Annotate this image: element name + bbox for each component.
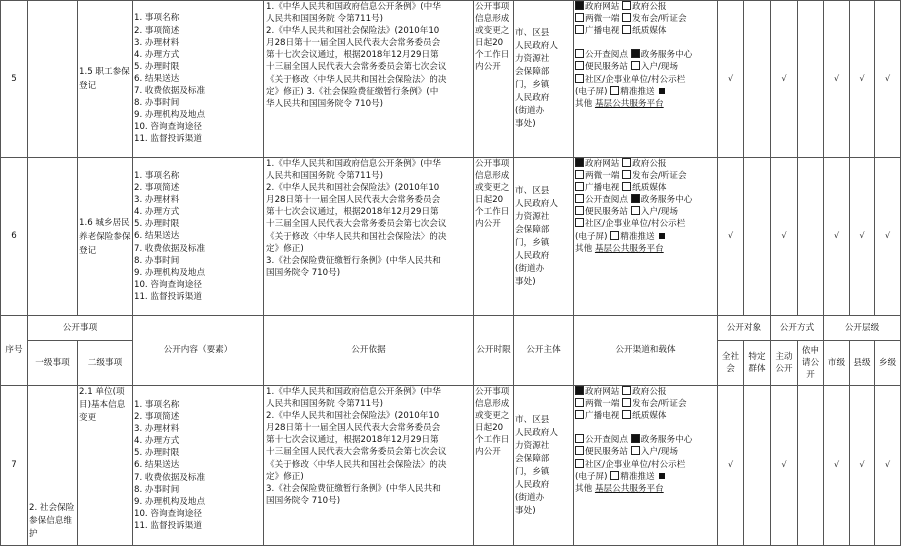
- checkbox-icon: [575, 61, 584, 70]
- time-line: 内公开: [475, 447, 501, 458]
- target-specific-check: [744, 1, 771, 158]
- subject-line: 会保障部: [515, 224, 550, 235]
- channel-label: 两微一端: [585, 14, 620, 25]
- basis-line: 国国务院令 710号): [266, 495, 341, 506]
- subject-line: 门，乡镇: [515, 466, 550, 477]
- list-item: 11. 监督投诉渠道: [134, 134, 202, 145]
- channel-label: 便民服务站: [585, 447, 628, 458]
- basis-cell: [264, 386, 474, 546]
- checkbox-icon: [575, 13, 584, 22]
- table-row: [1, 158, 901, 316]
- channel-label: 入户/现场: [640, 62, 678, 73]
- checkbox-icon: [622, 410, 631, 419]
- basis-line: 华人民共和国国务院令 710号): [266, 98, 384, 109]
- channel-label: 精准推送: [620, 231, 655, 242]
- channel-label: 两微一端: [585, 399, 620, 410]
- method-apply-check: [798, 158, 824, 316]
- channel-label: 发布会/听证会: [632, 171, 687, 182]
- time-line: 公开事项: [475, 387, 510, 397]
- subject-line: 市、区县: [515, 414, 550, 425]
- list-item: 1. 事项名称: [134, 399, 180, 410]
- channel-label: 公开查阅点: [585, 435, 628, 446]
- level-city-check: √: [824, 158, 850, 316]
- channel-label: 其他: [575, 243, 593, 254]
- level1-cell: 2. 社会保险参保信息维护: [28, 386, 78, 546]
- subject-line: 人民政府: [515, 479, 550, 490]
- basis-line: 月28日第十一届全国人民代表大会常务委员会: [266, 423, 441, 434]
- time-line: 日起20: [475, 423, 504, 434]
- basis-line: 人民共和国国务院 令第711号): [266, 171, 384, 182]
- basis-line: 定》修正) 3.《社会保险费征缴暂行条例》(中: [266, 86, 439, 97]
- list-item: 6. 结果送达: [134, 231, 180, 242]
- target-specific-check: [744, 158, 771, 316]
- header-level-town: 乡级: [875, 341, 901, 386]
- header-subject: 公开主体: [514, 316, 574, 386]
- channel-label: 公开查阅点: [585, 50, 628, 61]
- subject-line: 人民政府人: [515, 41, 558, 51]
- list-item: 9. 办理机构及地点: [134, 267, 206, 278]
- method-active-check: √: [771, 386, 798, 546]
- list-item: 1. 事项名称: [134, 13, 180, 24]
- row-seq: 6: [1, 158, 28, 316]
- content-list: [133, 158, 264, 316]
- basis-line: 1.《中华人民共和国政府信息公开条例》(中华: [266, 2, 441, 12]
- target-all-check: √: [718, 1, 744, 158]
- time-line: 个工作日: [475, 207, 510, 218]
- time-line: 公开事项: [475, 2, 510, 12]
- subject-line: 人民政府人: [515, 427, 558, 438]
- time-line: 个工作日: [475, 50, 510, 61]
- list-item: 7. 收费依据及标准: [134, 243, 206, 254]
- channel-label: 纸质媒体: [632, 411, 667, 422]
- subject-line: 事处): [515, 505, 536, 516]
- table-row: [1, 1, 901, 158]
- checkbox-icon: [575, 194, 584, 203]
- time-cell: [474, 386, 514, 546]
- header-seq: 序号: [1, 316, 28, 386]
- channel-label: 纸质媒体: [632, 183, 667, 194]
- checkbox-icon: [575, 170, 584, 179]
- channel-label: 入户/现场: [640, 447, 678, 458]
- subject-line: 会保障部: [515, 453, 550, 464]
- checkbox-icon: [575, 410, 584, 419]
- list-item: 7. 收费依据及标准: [134, 86, 206, 97]
- header-level2: 二级事项: [78, 341, 133, 386]
- checkbox-icon: [575, 398, 584, 407]
- basis-line: 《关于修改〈中华人民共和国社会保险法〉的决: [266, 231, 447, 242]
- channel-label: 社区/企事业单位/村公示栏: [585, 74, 686, 85]
- list-item: 8. 办事时间: [134, 98, 180, 109]
- checkbox-icon: [575, 459, 584, 468]
- header-target: 公开对象: [718, 316, 771, 341]
- basis-line: 月28日第十一届全国人民代表大会常务委员会: [266, 38, 441, 49]
- list-item: 6. 结果送达: [134, 460, 180, 471]
- time-line: 公开事项: [475, 159, 510, 169]
- subject-cell: [514, 158, 574, 316]
- checkbox-icon: [631, 206, 640, 215]
- channel-label: 政务服务中心: [640, 435, 693, 446]
- basis-line: 第十七次会议通过，根据2018年12月29日第: [266, 435, 439, 446]
- filled-square-icon: [659, 88, 665, 94]
- basis-line: 十三届全国人民代表大会常务委员会第七次会议: [266, 219, 447, 230]
- time-line: 或变更之: [475, 26, 510, 37]
- header-matters: 公开事项: [28, 316, 133, 341]
- channel-label: (电子屏): [575, 471, 608, 482]
- method-apply-check: [798, 1, 824, 158]
- subject-line: 人民政府: [515, 250, 550, 261]
- target-specific-check: [744, 386, 771, 546]
- checkbox-icon: [622, 25, 631, 34]
- level2-cell: 1.5 职工参保登记: [78, 1, 133, 158]
- checkbox-icon: [622, 182, 631, 191]
- time-cell: [474, 158, 514, 316]
- subject-line: 力资源社: [515, 211, 550, 222]
- basis-line: 2.《中华人民共和国社会保险法》(2010年10: [266, 411, 440, 422]
- subject-line: 力资源社: [515, 54, 550, 64]
- level-county-check: √: [850, 1, 875, 158]
- checked-box-icon: [631, 194, 640, 203]
- channel-label: 政务服务中心: [640, 195, 693, 206]
- time-line: 内公开: [475, 62, 501, 73]
- time-cell: [474, 1, 514, 158]
- level-city-check: √: [824, 1, 850, 158]
- level-city-check: √: [824, 386, 850, 546]
- header-content: 公开内容（要素）: [133, 316, 264, 386]
- method-apply-check: [798, 386, 824, 546]
- basis-cell: [264, 158, 474, 316]
- channel-label: (电子屏): [575, 231, 608, 242]
- channel-label: 社区/企事业单位/村公示栏: [585, 459, 686, 470]
- filled-square-icon: [659, 473, 665, 479]
- list-item: 7. 收费依据及标准: [134, 472, 206, 483]
- level-county-check: √: [850, 158, 875, 316]
- list-item: 10. 咨询查询途径: [134, 279, 202, 290]
- header-channel: 公开渠道和载体: [574, 316, 718, 386]
- list-item: 4. 办理方式: [134, 207, 180, 218]
- list-item: 4. 办理方式: [134, 49, 180, 60]
- list-item: 11. 监督投诉渠道: [134, 291, 202, 302]
- checkbox-icon: [575, 182, 584, 191]
- checked-box-icon: [575, 386, 584, 395]
- list-item: 1. 事项名称: [134, 170, 180, 181]
- list-item: 5. 办理时限: [134, 448, 180, 459]
- subject-cell: [514, 1, 574, 158]
- channel-label: 便民服务站: [585, 207, 628, 218]
- list-item: 9. 办理机构及地点: [134, 496, 206, 507]
- channel-label: 政府公报: [632, 387, 667, 397]
- channel-label: 政务服务中心: [640, 50, 693, 61]
- time-line: 个工作日: [475, 435, 510, 446]
- channel-label: 便民服务站: [585, 62, 628, 73]
- checked-box-icon: [575, 1, 584, 10]
- checkbox-icon: [575, 434, 584, 443]
- list-item: 6. 结果送达: [134, 73, 180, 84]
- subject-line: 人民政府人: [515, 198, 558, 209]
- checkbox-icon: [575, 446, 584, 455]
- level2-cell: 2.1 单位(项目)基本信息变更: [78, 386, 133, 546]
- basis-line: 2.《中华人民共和国社会保险法》(2010年10: [266, 26, 440, 37]
- checkbox-icon: [622, 158, 631, 167]
- time-line: 内公开: [475, 219, 501, 230]
- subject-line: 事处): [515, 119, 536, 129]
- basis-line: 定》修正): [266, 471, 304, 482]
- basis-line: 十三届全国人民代表大会常务委员会第七次会议: [266, 62, 447, 73]
- basis-line: 1.《中华人民共和国政府信息公开条例》(中华: [266, 159, 441, 169]
- list-item: 8. 办事时间: [134, 255, 180, 266]
- list-item: 10. 咨询查询途径: [134, 122, 202, 133]
- target-all-check: √: [718, 386, 744, 546]
- channel-label: 政府网站: [585, 159, 620, 169]
- channel-label: 政府公报: [632, 2, 667, 12]
- list-item: 9. 办理机构及地点: [134, 110, 206, 121]
- level-town-check: √: [875, 386, 901, 546]
- subject-cell: [514, 386, 574, 546]
- header-method: 公开方式: [771, 316, 824, 341]
- channel-label: 入户/现场: [640, 207, 678, 218]
- checkbox-icon: [622, 1, 631, 10]
- channel-label: 精准推送: [620, 86, 655, 97]
- subject-line: 门，乡镇: [515, 237, 550, 248]
- subject-line: 事处): [515, 276, 536, 287]
- level1-cell: [28, 1, 78, 158]
- channel-cell: [574, 1, 718, 158]
- channel-label: 发布会/听证会: [632, 399, 687, 410]
- subject-line: 门，乡镇: [515, 80, 550, 90]
- channel-label: 公开查阅点: [585, 195, 628, 206]
- checkbox-icon: [622, 398, 631, 407]
- checkbox-icon: [622, 386, 631, 395]
- filled-square-icon: [659, 233, 665, 239]
- time-line: 信息形成: [475, 14, 510, 25]
- channel-label: 纸质媒体: [632, 26, 667, 37]
- method-active-check: √: [771, 158, 798, 316]
- checkbox-icon: [610, 231, 619, 240]
- checkbox-icon: [610, 471, 619, 480]
- basis-line: 定》修正): [266, 243, 304, 254]
- channel-cell: [574, 386, 718, 546]
- channel-label: 基层公共服务平台: [594, 243, 664, 254]
- list-item: 3. 办理材料: [134, 195, 180, 206]
- subject-line: 市、区县: [515, 28, 550, 38]
- basis-line: 3.《社会保险费征缴暂行条例》(中华人民共和: [266, 483, 441, 494]
- basis-line: 第十七次会议通过，根据2018年12月29日第: [266, 50, 439, 61]
- basis-line: 《关于修改〈中华人民共和国社会保险法〉的决: [266, 74, 447, 85]
- subject-line: (街道办: [515, 263, 545, 274]
- basis-line: 人民共和国国务院 令第711号): [266, 14, 384, 25]
- channel-label: 政府网站: [585, 387, 620, 397]
- channel-label: 两微一端: [585, 171, 620, 182]
- level2-cell: 1.6 城乡居民养老保险参保登记: [78, 158, 133, 316]
- header-time: 公开时限: [474, 316, 514, 386]
- list-item: 2. 事项简述: [134, 412, 180, 423]
- list-item: 11. 监督投诉渠道: [134, 520, 202, 531]
- checkbox-icon: [622, 13, 631, 22]
- subject-line: (街道办: [515, 106, 545, 116]
- subject-line: 市、区县: [515, 185, 550, 196]
- basis-line: 月28日第十一届全国人民代表大会常务委员会: [266, 195, 441, 206]
- header-target-all: 全社会: [718, 341, 744, 386]
- checkbox-icon: [610, 86, 619, 95]
- header-method-apply: 依申请公开: [798, 341, 824, 386]
- header-target-specific: 特定群体: [744, 341, 771, 386]
- subject-line: (街道办: [515, 492, 545, 503]
- checkbox-icon: [575, 74, 584, 83]
- checkbox-icon: [575, 206, 584, 215]
- channel-label: 发布会/听证会: [632, 14, 687, 25]
- header-level1: 一级事项: [28, 341, 78, 386]
- checkbox-icon: [575, 218, 584, 227]
- level-county-check: √: [850, 386, 875, 546]
- method-active-check: √: [771, 1, 798, 158]
- basis-line: 国国务院令 710号): [266, 267, 341, 278]
- basis-line: 第十七次会议通过，根据2018年12月29日第: [266, 207, 439, 218]
- level1-cell: [28, 158, 78, 316]
- target-all-check: √: [718, 158, 744, 316]
- basis-line: 1.《中华人民共和国政府信息公开条例》(中华: [266, 387, 441, 397]
- checkbox-icon: [575, 49, 584, 58]
- time-line: 日起20: [475, 195, 504, 206]
- list-item: 8. 办事时间: [134, 484, 180, 495]
- basis-line: 2.《中华人民共和国社会保险法》(2010年10: [266, 183, 440, 194]
- basis-line: 人民共和国国务院 令第711号): [266, 399, 384, 410]
- list-item: 5. 办理时限: [134, 61, 180, 72]
- level-town-check: √: [875, 158, 901, 316]
- list-item: 2. 事项简述: [134, 183, 180, 194]
- list-item: 10. 咨询查询途径: [134, 508, 202, 519]
- list-item: 2. 事项简述: [134, 25, 180, 36]
- time-line: 信息形成: [475, 171, 510, 182]
- content-list: [133, 386, 264, 546]
- checkbox-icon: [622, 170, 631, 179]
- channel-label: 其他: [575, 98, 593, 109]
- channel-label: 社区/企事业单位/村公示栏: [585, 219, 686, 230]
- list-item: 3. 办理材料: [134, 37, 180, 48]
- channel-label: 广播电视: [585, 411, 620, 422]
- level-town-check: √: [875, 1, 901, 158]
- channel-label: 广播电视: [585, 183, 620, 194]
- table-row: [1, 386, 901, 546]
- row-seq: 5: [1, 1, 28, 158]
- basis-cell: [264, 1, 474, 158]
- checked-box-icon: [631, 434, 640, 443]
- row-seq: 7: [1, 386, 28, 546]
- channel-label: 精准推送: [620, 471, 655, 482]
- channel-label: 政府公报: [632, 159, 667, 169]
- subject-line: 会保障部: [515, 67, 550, 77]
- channel-label: 基层公共服务平台: [594, 98, 664, 109]
- time-line: 或变更之: [475, 183, 510, 194]
- checkbox-icon: [631, 446, 640, 455]
- table-header-row: [1, 316, 901, 341]
- checked-box-icon: [575, 158, 584, 167]
- channel-label: (电子屏): [575, 86, 608, 97]
- time-line: 或变更之: [475, 411, 510, 422]
- subject-line: 人民政府: [515, 93, 550, 103]
- list-item: 5. 办理时限: [134, 219, 180, 230]
- channel-label: 政府网站: [585, 2, 620, 12]
- time-line: 信息形成: [475, 399, 510, 410]
- channel-label: 广播电视: [585, 26, 620, 37]
- channel-label: 基层公共服务平台: [594, 483, 664, 494]
- header-level-city: 市级: [824, 341, 850, 386]
- subject-line: 力资源社: [515, 440, 550, 451]
- header-method-active: 主动公开: [771, 341, 798, 386]
- checkbox-icon: [631, 61, 640, 70]
- channel-cell: [574, 158, 718, 316]
- header-level: 公开层级: [824, 316, 901, 341]
- list-item: 4. 办理方式: [134, 436, 180, 447]
- channel-label: 其他: [575, 483, 593, 494]
- time-line: 日起20: [475, 38, 504, 49]
- checked-box-icon: [631, 49, 640, 58]
- basis-line: 《关于修改〈中华人民共和国社会保险法〉的决: [266, 459, 447, 470]
- basis-line: 十三届全国人民代表大会常务委员会第七次会议: [266, 447, 447, 458]
- header-level-county: 县级: [850, 341, 875, 386]
- header-basis: 公开依据: [264, 316, 474, 386]
- basis-line: 3.《社会保险费征缴暂行条例》(中华人民共和: [266, 255, 441, 266]
- checkbox-icon: [575, 25, 584, 34]
- content-list: [133, 1, 264, 158]
- list-item: 3. 办理材料: [134, 424, 180, 435]
